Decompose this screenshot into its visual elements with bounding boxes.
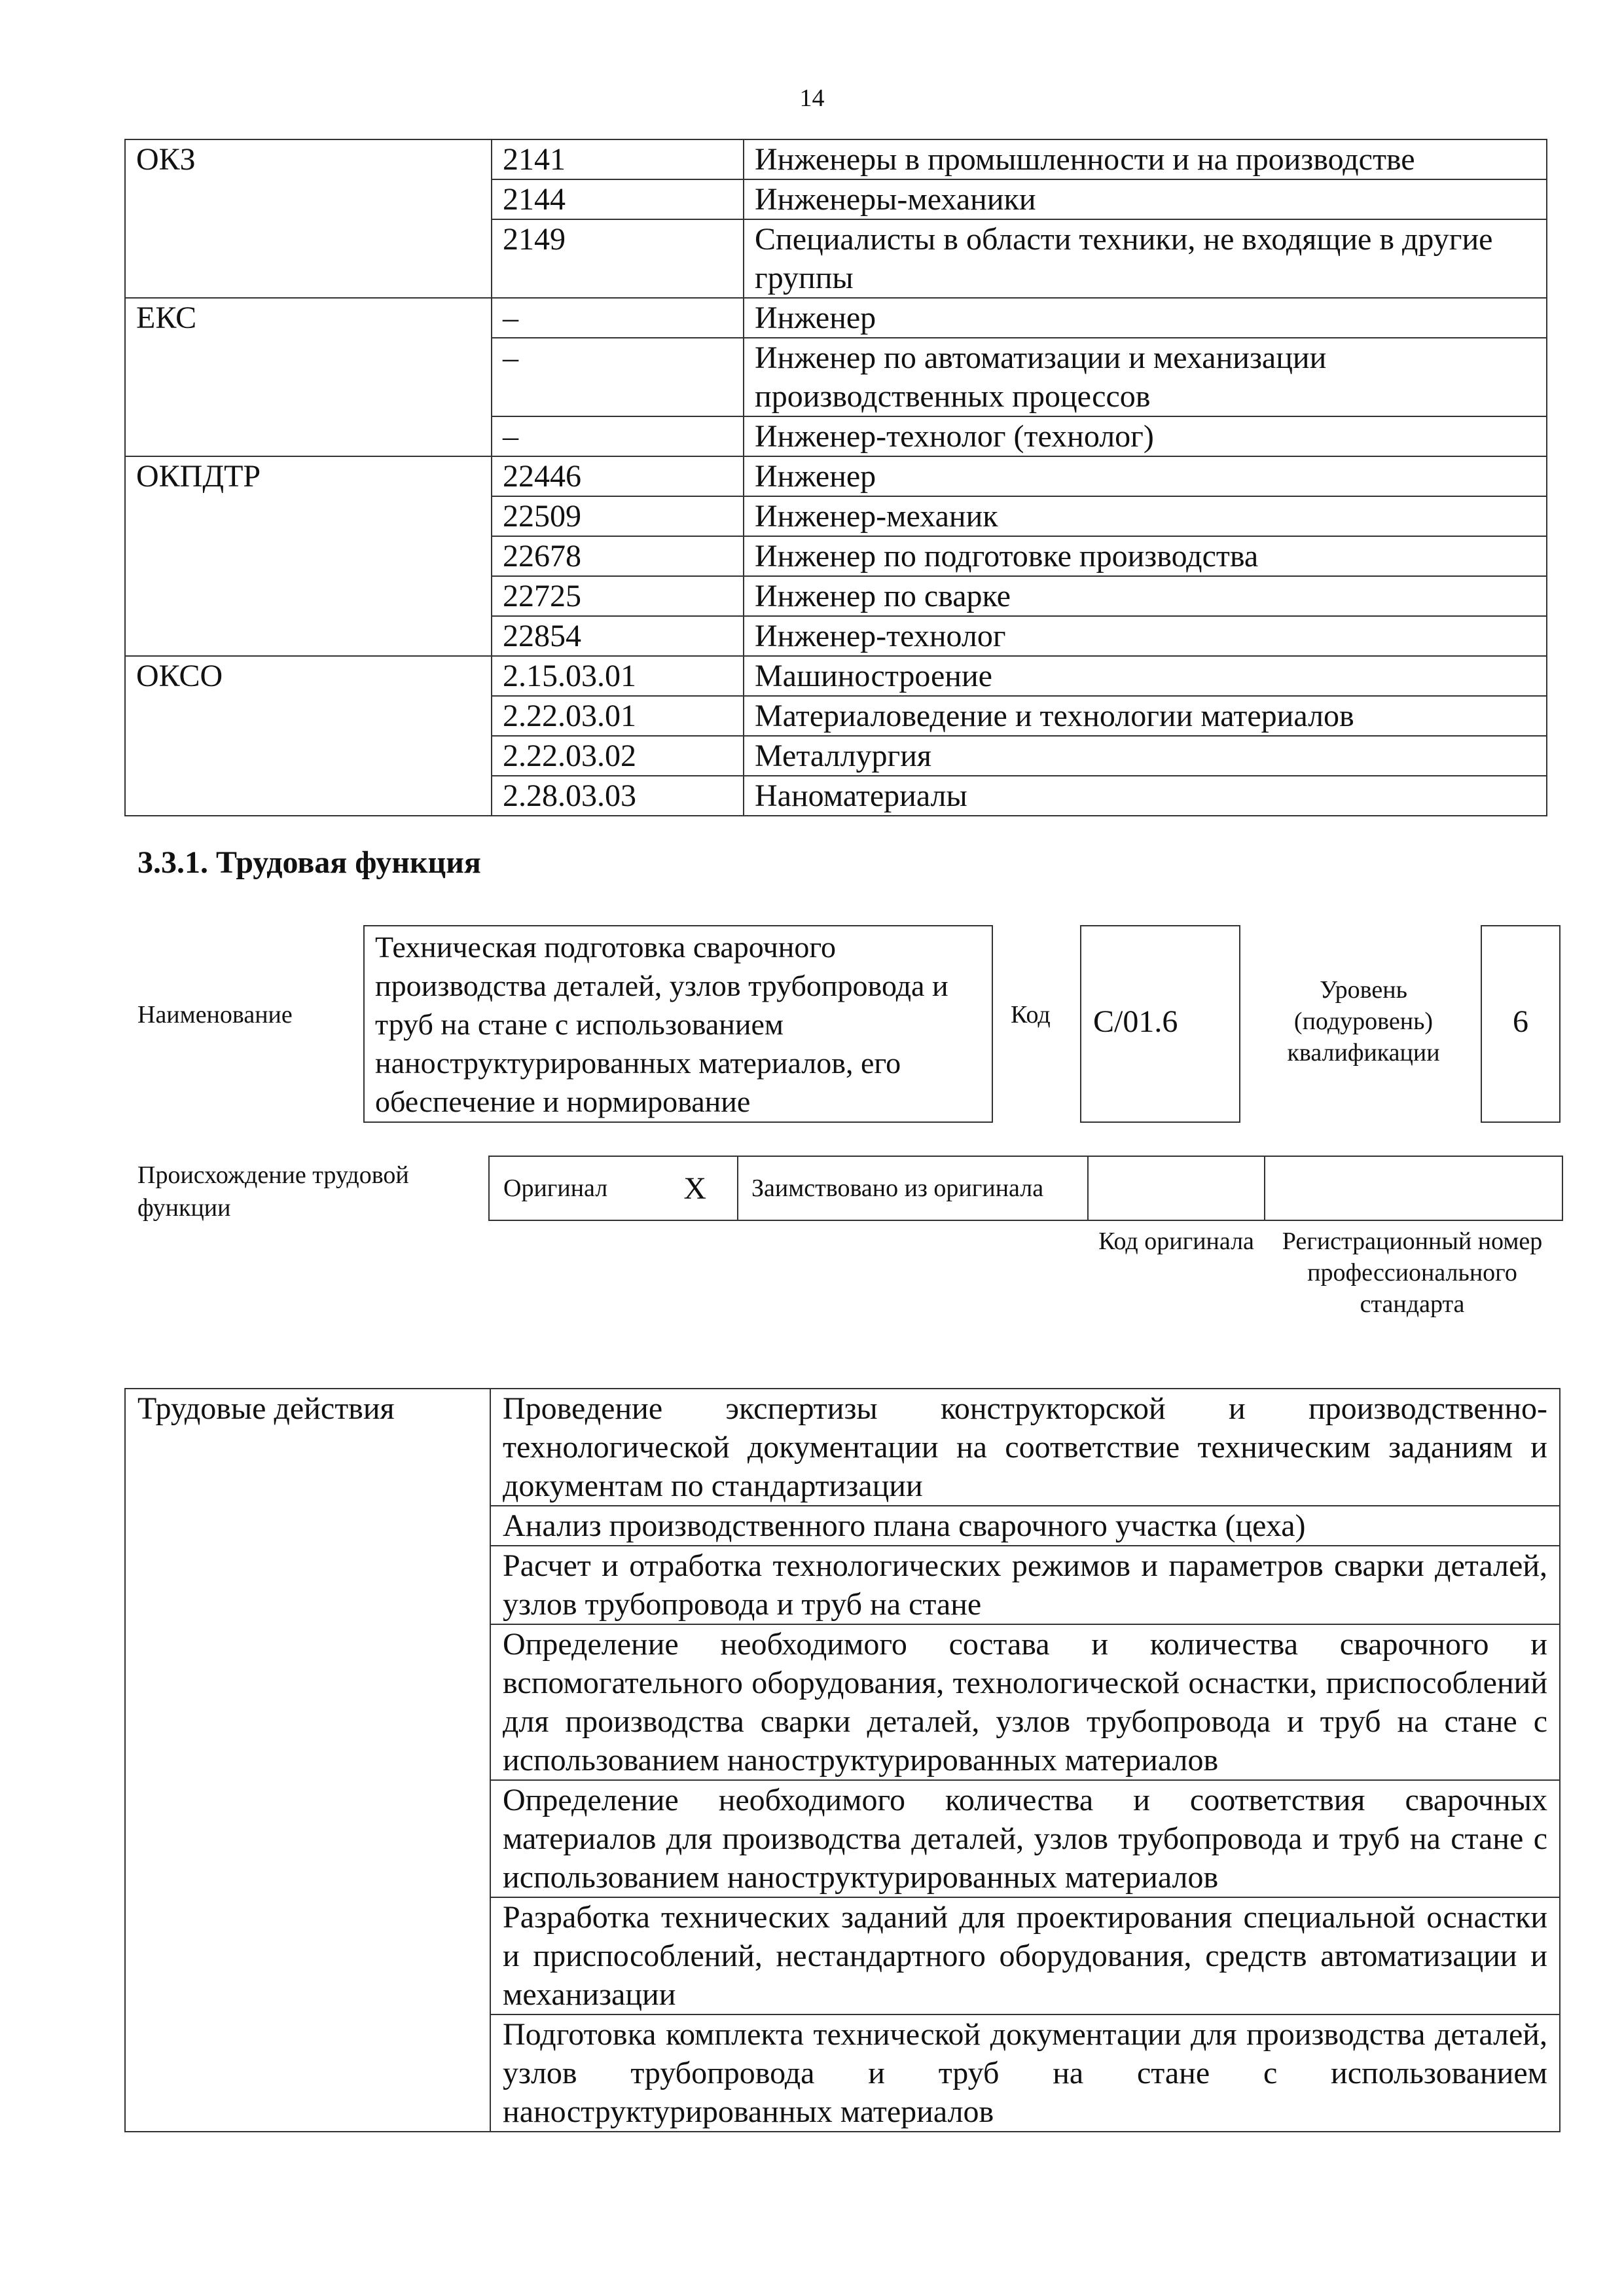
registration-number-caption: Регистрационный номер профессионального стандарта: [1282, 1228, 1543, 1318]
qualification-level-label: Уровень (подуровень) квалификации: [1287, 976, 1440, 1066]
work-actions-label: Трудовые действия: [125, 1389, 490, 2132]
classifier-number: –: [492, 298, 744, 338]
work-action-item: Анализ производственного плана сварочного участка (цеха): [490, 1506, 1560, 1546]
classifier-title: Инженер по сварке: [744, 576, 1547, 616]
work-action-item: Подготовка комплекта технической документации для производства деталей, узлов трубопровода и труб на стане с использованием наноструктурированных материалов: [490, 2014, 1560, 2132]
classifier-number: 2141: [492, 139, 744, 179]
work-action-item: Определение необходимого состава и количества сварочного и вспомогательного оборудования, технологической оснастки, приспособлений для производства сварки деталей, узлов трубопровода и труб на стане с использованием наноструктурированных материалов: [490, 1624, 1560, 1780]
classifier-title: Инженер по автоматизации и механизации производственных процессов: [744, 338, 1547, 416]
classifier-title: Наноматериалы: [744, 776, 1547, 816]
work-action-item: Определение необходимого количества и соответствия сварочных материалов для производства деталей, узлов трубопровода и труб на стане с использованием наноструктурированных материалов: [490, 1780, 1560, 1897]
classification-table: [124, 139, 1547, 816]
classifier-title: Металлургия: [744, 736, 1547, 776]
classifier-number: 22678: [492, 536, 744, 576]
classifier-title: Инженер по подготовке производства: [744, 536, 1547, 576]
work-action-item: Расчет и отработка технологических режимов и параметров сварки деталей, узлов трубопровода и труб на стане: [490, 1546, 1560, 1624]
classification-row: [125, 456, 1547, 496]
classifier-code: ОКСО: [125, 656, 492, 816]
classifier-title: Инженер-технолог (технолог): [744, 416, 1547, 456]
classifier-number: 2.15.03.01: [492, 656, 744, 696]
function-name-text: Техническая подготовка сварочного производства деталей, узлов трубопровода и труб на стане с использованием наноструктурированных материалов, его обеспечение и нормирование: [375, 930, 948, 1118]
classifier-title: Инженер-технолог: [744, 616, 1547, 656]
page-number: 14: [799, 84, 825, 112]
qualification-level-value: 6: [1513, 1004, 1528, 1039]
original-code-caption: Код оригинала: [1098, 1228, 1254, 1255]
classifier-title: Инженеры-механики: [744, 179, 1547, 219]
origin-table: [488, 1156, 1563, 1221]
classifier-number: 22509: [492, 496, 744, 536]
classifier-title: Инженер-механик: [744, 496, 1547, 536]
classifier-code: ОКЗ: [125, 139, 492, 298]
origin-label: Происхождение трудовой функции: [137, 1161, 409, 1222]
classifier-title: Инженеры в промышленности и на производстве: [744, 139, 1547, 179]
classifier-number: 2.22.03.01: [492, 696, 744, 736]
original-code-cell: [1088, 1156, 1265, 1220]
classifier-code: ЕКС: [125, 298, 492, 456]
classifier-number: –: [492, 416, 744, 456]
work-action-row: [125, 1389, 1560, 1506]
borrowed-cell: [738, 1156, 1088, 1220]
qualification-level-box: [1481, 925, 1561, 1123]
classifier-number: –: [492, 338, 744, 416]
original-cell: [489, 1156, 738, 1220]
classifier-number: 22725: [492, 576, 744, 616]
classifier-title: Материаловедение и технологии материалов: [744, 696, 1547, 736]
classifier-number: 22446: [492, 456, 744, 496]
borrowed-label: Заимствовано из оригинала: [751, 1174, 1044, 1202]
work-action-item: Проведение экспертизы конструкторской и производственно-технологической документации на соответствие техническим заданиям и документам по стандартизации: [490, 1389, 1560, 1506]
registration-number-cell: [1265, 1156, 1562, 1220]
function-name-box: [363, 925, 993, 1123]
classification-row: [125, 656, 1547, 696]
classifier-title: Машиностроение: [744, 656, 1547, 696]
classifier-title: Инженер: [744, 456, 1547, 496]
classifier-title: Инженер: [744, 298, 1547, 338]
work-action-item: Разработка технических заданий для проектирования специальной оснастки и приспособлений, нестандартного оборудования, средств автоматизации и механизации: [490, 1897, 1560, 2014]
classification-row: [125, 298, 1547, 338]
classifier-code: ОКПДТР: [125, 456, 492, 656]
classifier-title: Специалисты в области техники, не входящие в другие группы: [744, 219, 1547, 298]
classifier-number: 2.28.03.03: [492, 776, 744, 816]
classifier-number: 2.22.03.02: [492, 736, 744, 776]
original-mark: X: [683, 1171, 706, 1206]
original-label: Оригинал: [503, 1175, 608, 1202]
classifier-number: 2144: [492, 179, 744, 219]
work-actions-table: [124, 1388, 1561, 2132]
code-label: Код: [1011, 1001, 1051, 1029]
classifier-number: 2149: [492, 219, 744, 298]
name-label: Наименование: [137, 1001, 293, 1029]
classifier-number: 22854: [492, 616, 744, 656]
code-value: C/01.6: [1093, 1004, 1178, 1039]
section-heading: 3.3.1. Трудовая функция: [137, 845, 481, 880]
code-box: [1080, 925, 1240, 1123]
classification-row: [125, 139, 1547, 179]
